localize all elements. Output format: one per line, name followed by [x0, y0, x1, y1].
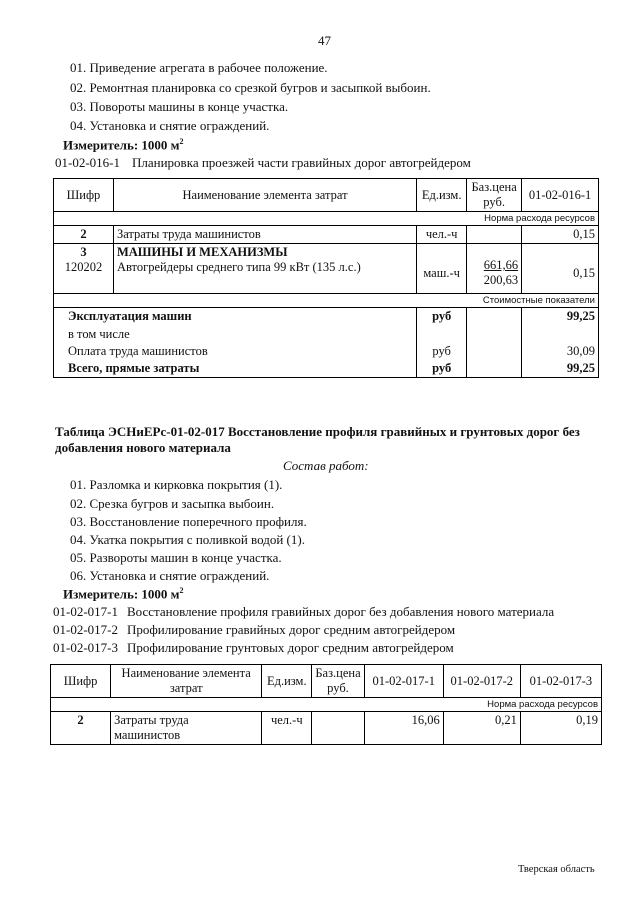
row-unit: чел.-ч	[262, 712, 312, 745]
work-item: 04. Укатка покрытия с поливкой водой (1).	[70, 532, 305, 547]
code-desc: Восстановление профиля гравийных дорог без добавления нового материала	[127, 604, 555, 619]
cost-label: Стоимостные показатели	[54, 294, 599, 308]
header-price	[312, 665, 364, 698]
norm-label: Норма расхода ресурсов	[54, 212, 599, 226]
work-item: 01. Приведение агрегата в рабочее положение.	[70, 60, 328, 75]
work-item: 06. Установка и снятие ограждений.	[70, 568, 270, 583]
item-name: Автогрейдеры среднего типа 99 кВт (135 л.с.)	[116, 260, 361, 274]
footer-region: Тверская область	[518, 864, 595, 875]
code-line	[53, 622, 455, 638]
row-value: 0,15	[522, 226, 599, 244]
code-line	[55, 155, 471, 171]
header-code: Шифр	[51, 665, 111, 698]
work-item: 03. Восстановление поперечного профиля.	[70, 514, 307, 529]
row-price	[312, 712, 364, 745]
row-unit: маш.-ч	[417, 244, 467, 294]
row-code: 2	[54, 226, 114, 244]
code-desc: Профилирование грунтовых дорог средним автогрейдером	[127, 640, 454, 655]
table-title-line2: добавления нового материала	[55, 440, 231, 455]
measure-sup: 2	[179, 586, 184, 595]
header-name-line2: затрат	[169, 681, 203, 695]
price-1: 661,66	[483, 258, 519, 272]
measure-heading	[63, 137, 184, 153]
works-heading: Состав работ:	[283, 458, 369, 473]
header-column: 01-02-017-3	[520, 665, 601, 698]
cost-unit: руб	[417, 343, 467, 360]
row-value: 0,21	[443, 712, 520, 745]
code-desc: Планировка проезжей части гравийных дорог автогрейдером	[132, 155, 471, 170]
header-name-line1: Наименование элемента	[121, 666, 251, 680]
code-line	[53, 640, 454, 656]
row-value: 0,15	[522, 244, 599, 294]
cost-unit	[417, 326, 467, 343]
row-code	[54, 244, 114, 294]
group-name: МАШИНЫ И МЕХАНИЗМЫ	[116, 245, 288, 259]
cost-price	[467, 360, 522, 378]
row-value: 16,06	[364, 712, 443, 745]
work-item: 02. Ремонтная планировка со срезкой бугров и засыпкой выбоин.	[70, 80, 431, 95]
table-title: Таблица ЭСНиЕРс-01-02-017 Восстановление профиля гравийных и грунтовых дорог без	[55, 424, 580, 439]
header-name	[111, 665, 262, 698]
header-code: Шифр	[54, 179, 114, 212]
row-name-line1: Затраты труда	[114, 713, 189, 727]
row-code: 2	[51, 712, 111, 745]
header-name: Наименование элемента затрат	[113, 179, 416, 212]
measure-text: Измеритель: 1000 м	[63, 586, 180, 602]
row-price	[467, 226, 522, 244]
cost-value: 30,09	[522, 343, 599, 360]
header-price: Баз.цена руб.	[467, 179, 522, 212]
measure-text: Измеритель: 1000 м	[63, 137, 180, 153]
cost-name: Эксплуатация машин	[54, 308, 417, 326]
work-item: 01. Разломка и кирковка покрытия (1).	[70, 477, 283, 492]
code: 01-02-016-1	[55, 155, 120, 170]
code: 01-02-017-2	[53, 622, 118, 637]
item-code: 120202	[64, 260, 103, 274]
code: 01-02-017-1	[53, 604, 118, 619]
header-price-line1: Баз.цена	[315, 666, 361, 680]
work-item: 02. Срезка бугров и засыпка выбоин.	[70, 496, 275, 511]
measure-heading	[63, 586, 184, 602]
cost-price	[467, 308, 522, 326]
header-column: 01-02-017-1	[364, 665, 443, 698]
cost-name: Всего, прямые затраты	[54, 360, 417, 378]
group-code: 3	[80, 245, 87, 259]
row-name-line2: машинистов	[114, 728, 181, 742]
cost-price	[467, 343, 522, 360]
resource-table-2	[50, 664, 602, 745]
work-item: 04. Установка и снятие ограждений.	[70, 118, 270, 133]
cost-price	[467, 326, 522, 343]
work-item: 05. Развороты машин в конце участка.	[70, 550, 282, 565]
row-price	[467, 244, 522, 294]
code-desc: Профилирование гравийных дорог средним автогрейдером	[127, 622, 456, 637]
cost-value: 99,25	[522, 360, 599, 378]
work-item: 03. Повороты машины в конце участка.	[70, 99, 289, 114]
cost-value: 99,25	[522, 308, 599, 326]
resource-table-1	[53, 178, 599, 378]
row-value: 0,19	[520, 712, 601, 745]
price-2: 200,63	[483, 273, 519, 287]
row-name: Затраты труда машинистов	[113, 226, 416, 244]
cost-unit: руб	[417, 308, 467, 326]
code: 01-02-017-3	[53, 640, 118, 655]
header-column: 01-02-016-1	[522, 179, 599, 212]
cost-value	[522, 326, 599, 343]
page-number: 47	[318, 33, 331, 48]
cost-name: Оплата труда машинистов	[54, 343, 417, 360]
header-unit: Ед.изм.	[262, 665, 312, 698]
cost-unit: руб	[417, 360, 467, 378]
norm-label: Норма расхода ресурсов	[51, 698, 602, 712]
header-price-line2: руб.	[327, 681, 349, 695]
row-unit: чел.-ч	[417, 226, 467, 244]
code-line	[53, 604, 554, 620]
header-unit: Ед.изм.	[417, 179, 467, 212]
header-column: 01-02-017-2	[443, 665, 520, 698]
cost-name: в том числе	[54, 326, 417, 343]
measure-sup: 2	[179, 137, 184, 146]
row-name	[111, 712, 262, 745]
row-name	[113, 244, 416, 294]
